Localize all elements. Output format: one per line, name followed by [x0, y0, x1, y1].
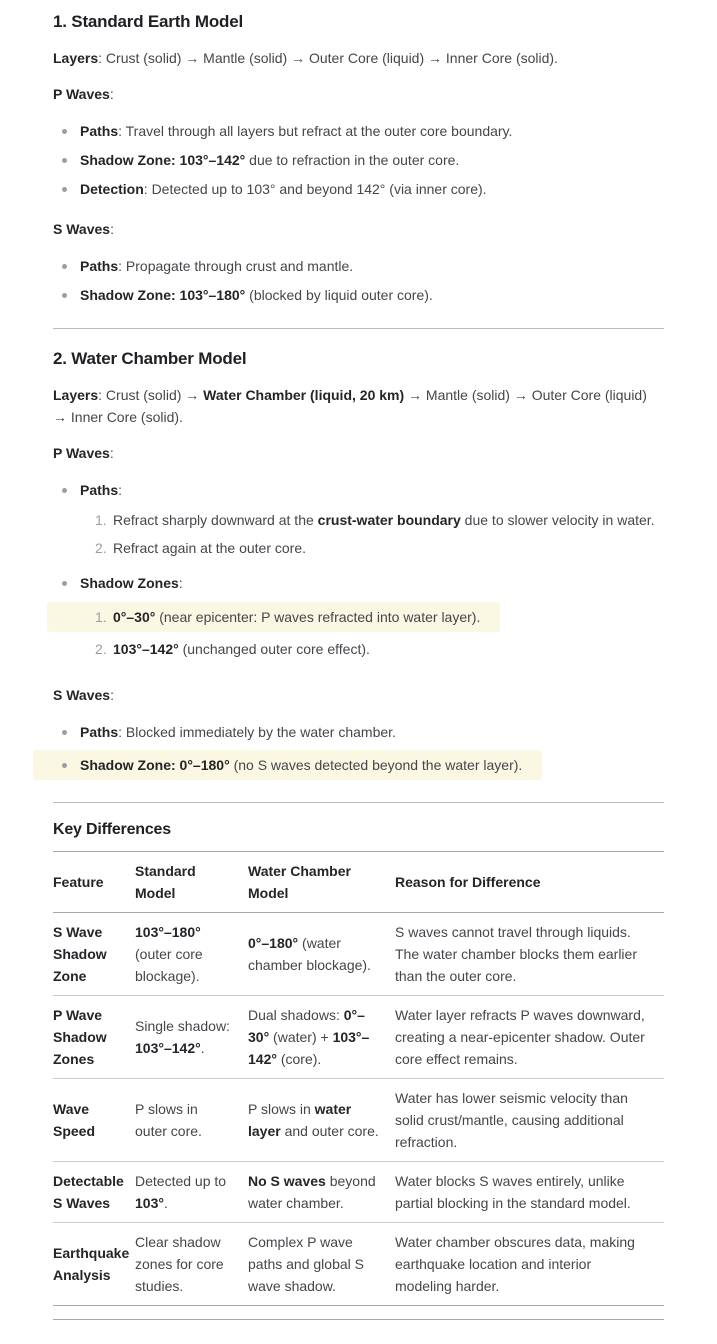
key-differences-table [53, 851, 664, 1306]
highlighted-ordered-list-item: 1. 0°–30° (near epicenter: P waves refracted into water layer). [47, 602, 500, 632]
paths-label: Paths: [80, 482, 123, 498]
section-2-pwaves-list [53, 479, 664, 666]
column-header-standard-model: Standard Model [135, 863, 196, 901]
table-cell-feature: S Wave Shadow Zone [53, 924, 107, 984]
bullet-icon [62, 129, 67, 134]
table-cell-reason: Water layer refracts P waves downward, creating a near-epicenter shadow. Outer core effect remains. [395, 1007, 645, 1067]
bullet-icon [62, 730, 67, 735]
table-cell-standard: Single shadow: 103°–142°. [135, 1018, 230, 1056]
table-row [53, 1223, 664, 1306]
bullet-icon [62, 187, 67, 192]
ordered-list-item: 2. 103°–142° (unchanged outer core effect). [95, 638, 500, 660]
bullet-icon [62, 264, 67, 269]
list-item [53, 572, 664, 666]
table-cell-feature: Earthquake Analysis [53, 1245, 130, 1283]
key-differences-heading: Key Differences [53, 821, 171, 838]
section-1-swaves-label: S Waves: [53, 221, 114, 237]
section-2-swaves-list [53, 721, 664, 780]
section-2-heading: 2. Water Chamber Model [53, 349, 247, 368]
table-cell-reason: Water has lower seismic velocity than solid crust/mantle, causing additional refraction. [395, 1090, 628, 1150]
table-cell-water: Complex P wave paths and global S wave shadow. [248, 1234, 364, 1294]
table-cell-water: Dual shadows: 0°–30° (water) + 103°–142° (core). [248, 1007, 370, 1067]
section-2-layers-paragraph: Layers: Crust (solid) → Water Chamber (liquid, 20 km) → Mantle (solid) → Outer Core (liquid) → Inner Core (solid). [53, 387, 647, 425]
section-1-pwaves-label: P Waves: [53, 86, 114, 102]
table-cell-standard: P slows in outer core. [135, 1101, 202, 1139]
bullet-icon [62, 158, 67, 163]
section-1-layers-paragraph: Layers: Crust (solid) → Mantle (solid) → Outer Core (liquid) → Inner Core (solid). [53, 50, 558, 66]
list-number: 2. [95, 540, 107, 556]
section-divider [53, 802, 664, 803]
table-cell-reason: Water chamber obscures data, making earthquake location and interior modeling harder. [395, 1234, 635, 1294]
table-cell-standard: 103°–180° (outer core blockage). [135, 924, 203, 984]
table-cell-feature: Detectable S Waves [53, 1173, 124, 1211]
list-item: Paths: Propagate through crust and mantle. [53, 255, 664, 277]
list-item: Detection: Detected up to 103° and beyond 142° (via inner core). [53, 178, 664, 200]
list-number: 2. [95, 641, 107, 657]
table-cell-feature: Wave Speed [53, 1101, 96, 1139]
list-number: 1. [95, 609, 107, 625]
bullet-icon [62, 293, 67, 298]
table-cell-reason: S waves cannot travel through liquids. The water chamber blocks them earlier than the outer core. [395, 924, 637, 984]
shadow-zones-ordered-list [95, 602, 500, 660]
shadow-zones-label: Shadow Zones: [80, 575, 183, 591]
list-number: 1. [95, 512, 107, 528]
table-cell-feature: P Wave Shadow Zones [53, 1007, 107, 1067]
table-row [53, 1162, 664, 1223]
column-header-water-chamber-model: Water Chamber Model [248, 863, 351, 901]
section-1-heading: 1. Standard Earth Model [53, 12, 243, 31]
section-2-swaves-label: S Waves: [53, 687, 114, 703]
table-row [53, 1079, 664, 1162]
bullet-icon [62, 488, 67, 493]
table-cell-standard: Clear shadow zones for core studies. [135, 1234, 224, 1294]
list-item [53, 479, 664, 565]
highlighted-list-item: Shadow Zone: 0°–180° (no S waves detected beyond the water layer). [33, 750, 542, 780]
section-1-swaves-list [53, 255, 664, 306]
bottom-divider [53, 1319, 664, 1320]
table-header-row [53, 852, 664, 913]
table-cell-water: P slows in water layer and outer core. [248, 1101, 379, 1139]
list-item: Paths: Travel through all layers but refract at the outer core boundary. [53, 120, 664, 142]
list-item: Shadow Zone: 103°–180° (blocked by liquid outer core). [53, 284, 664, 306]
section-2-pwaves-label: P Waves: [53, 445, 114, 461]
column-header-feature: Feature [53, 874, 104, 890]
table-cell-standard: Detected up to 103°. [135, 1173, 227, 1211]
table-row [53, 913, 664, 996]
section-divider [53, 328, 664, 329]
ordered-list-item: 1. Refract sharply downward at the crust-water boundary due to slower velocity in water. [95, 509, 655, 531]
section-1-pwaves-list [53, 120, 664, 200]
bullet-icon [62, 581, 67, 586]
paths-ordered-list [95, 509, 655, 559]
table-cell-reason: Water blocks S waves entirely, unlike partial blocking in the standard model. [395, 1173, 631, 1211]
ordered-list-item: 2. Refract again at the outer core. [95, 537, 655, 559]
table-cell-water: 0°–180° (water chamber blockage). [248, 935, 371, 973]
list-item: Shadow Zone: 103°–142° due to refraction in the outer core. [53, 149, 664, 171]
table-cell-water: No S waves beyond water chamber. [248, 1173, 376, 1211]
bullet-icon [62, 763, 67, 768]
table-row [53, 996, 664, 1079]
column-header-reason: Reason for Difference [395, 874, 541, 890]
list-item: Paths: Blocked immediately by the water chamber. [53, 721, 664, 743]
